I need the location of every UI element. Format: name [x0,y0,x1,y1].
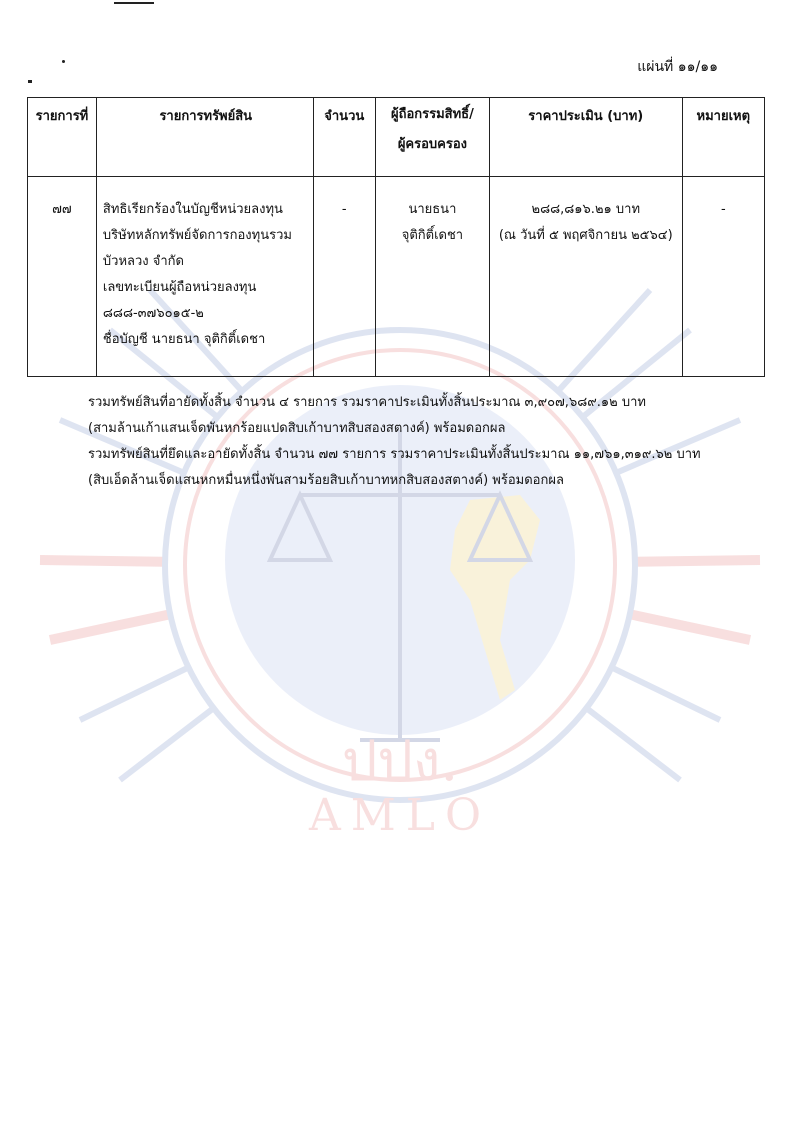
cell-item-no: ๗๗ [28,177,97,377]
price-line: (ณ วันที่ ๕ พฤศจิกายน ๒๕๖๔) [498,228,673,243]
scan-dot [28,80,32,83]
header-item-no: รายการที่ [28,98,97,177]
watermark-thai-text: ปปง. [341,729,459,794]
emblem-red-rays [40,560,760,640]
asset-line: เลขทะเบียนผู้ถือหน่วยลงทุน [102,280,257,295]
summary-line: (สิบเอ็ดล้านเจ็ดแสนหกหมื่นหนึ่งพันสามร้อยสิบเก้าบาทหกสิบสองสตางค์) พร้อมดอกผล [88,473,564,488]
thailand-map-shape [450,495,540,700]
owner-line: จุติกิติ์เดชา [401,228,464,243]
summary-line: (สามล้านเก้าแสนเจ็ดพันหกร้อยแปดสิบเก้าบาทสิบสองสตางค์) พร้อมดอกผล [88,421,506,436]
cell-remarks: - [682,177,764,377]
asset-line: บัวหลวง จำกัด [102,254,184,269]
asset-table [27,97,765,377]
scan-dot [62,60,65,63]
asset-line: ชื่อบัญชี นายธนา จุติกิติ์เดชา [102,332,266,347]
watermark-abbr-text: AMLO [308,790,492,841]
table-row [28,177,765,377]
header-remarks: หมายเหตุ [682,98,764,177]
header-owner-line1: ผู้ถือกรรมสิทธิ์/ [390,107,474,122]
price-line: ๒๘๘,๘๑๖.๒๑ บาท [531,202,641,217]
cell-quantity: - [313,177,375,377]
summary-block [88,390,768,494]
scan-mark [114,2,154,4]
header-asset-list: รายการทรัพย์สิน [96,98,313,177]
header-owner-line2: ผู้ครอบครอง [397,137,468,152]
summary-line: รวมทรัพย์สินที่อายัดทั้งสิ้น จำนวน ๔ รายการ รวมราคาประเมินทั้งสิ้นประมาณ ๓,๙๐๗,๖๘๙.๑๒ บาท [88,395,646,410]
asset-line: สิทธิเรียกร้องในบัญชีหน่วยลงทุน [102,202,283,217]
cell-appraised-price [489,177,682,377]
header-owner [375,98,489,177]
asset-line: บริษัทหลักทรัพย์จัดการกองทุนรวม [102,228,292,243]
table-header-row [28,98,765,177]
header-quantity: จำนวน [313,98,375,177]
owner-line: นายธนา [408,202,457,217]
header-appraised-price: ราคาประเมิน (บาท) [489,98,682,177]
summary-line: รวมทรัพย์สินที่ยึดและอายัดทั้งสิ้น จำนวน ๗๗ รายการ รวมราคาประเมินทั้งสิ้นประมาณ ๑๑,๗๖๑,๓๑๙.๖๒ บาท [88,447,701,462]
sheet-number: แผ่นที่ ๑๑/๑๑ [637,59,718,75]
asset-line: ๘๘๘-๓๗๖๐๑๕-๒ [102,306,204,321]
cell-asset-description [96,177,313,377]
cell-owner [375,177,489,377]
